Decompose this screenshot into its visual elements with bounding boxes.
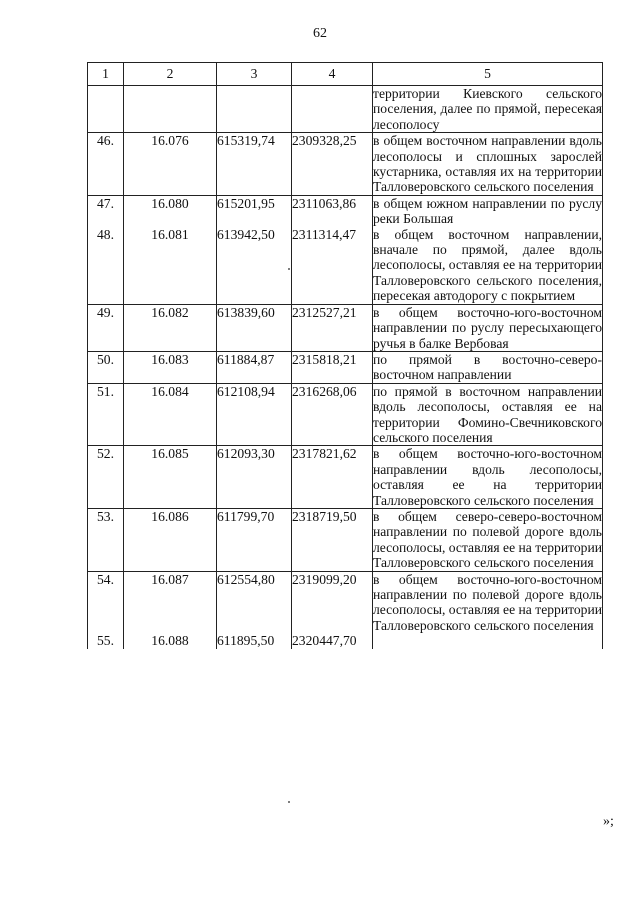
boundary-description: в общем восточном направлении, вначале по прямой, далее вдоль лесополосы, оставляя ее на территории Талловеровского сельского поселения, пересекая автодорогу с покрытием (373, 226, 602, 304)
coord-x: 613839,60 (217, 304, 292, 351)
boundary-description: территории Киевского сельского поселения, далее по прямой, пересекая лесополосу (373, 86, 602, 132)
row-number: 46. (88, 133, 124, 196)
point-id: 16.076 (124, 133, 217, 196)
boundary-description: по прямой в восточно-северо-восточном направлении (373, 351, 602, 383)
coord-x: 612554,80 (217, 571, 292, 633)
row-number: 48. (88, 227, 124, 305)
table-header-row (88, 63, 603, 86)
point-id: 16.082 (124, 304, 217, 351)
closing-quote-mark: »; (603, 814, 614, 829)
header-col-4: 4 (292, 63, 373, 86)
point-id: 16.083 (124, 351, 217, 383)
coord-y: 2318719,50 (292, 508, 373, 571)
coord-x: 611884,87 (217, 351, 292, 383)
boundary-description (373, 633, 603, 648)
header-col-3: 3 (217, 63, 292, 86)
row-number: 53. (88, 508, 124, 571)
point-id: 16.085 (124, 446, 217, 509)
coord-x: 612093,30 (217, 446, 292, 509)
boundary-points-table (87, 62, 603, 649)
table-row (88, 633, 603, 648)
coord-y (292, 86, 373, 133)
row-number: 51. (88, 383, 124, 446)
boundary-description: в общем восточно-юго-восточном направлении вдоль лесополосы, оставляя ее на территории Талловеровского сельского поселения (373, 446, 602, 508)
coord-y: 2317821,62 (292, 446, 373, 509)
table-row (88, 195, 603, 226)
boundary-description: в общем северо-северо-восточном направлении по полевой дороге вдоль лесополосы, оставляя ее на территории Талловеровского сельского поселения (373, 508, 602, 571)
row-number: 52. (88, 446, 124, 509)
table-row (88, 351, 603, 383)
point-id (124, 86, 217, 133)
point-id: 16.081 (124, 227, 217, 305)
page-number: 62 (313, 26, 327, 41)
row-number: 54. (88, 571, 124, 633)
coord-y: 2320447,70 (292, 633, 373, 648)
point-id: 16.086 (124, 508, 217, 571)
row-number: 50. (88, 351, 124, 383)
point-id: 16.084 (124, 383, 217, 446)
header-col-2: 2 (124, 63, 217, 86)
coord-x: 615319,74 (217, 133, 292, 196)
table-row (88, 133, 603, 196)
coord-y: 2311314,47 (292, 227, 373, 305)
boundary-description: в общем восточно-юго-восточном направлении по руслу пересыхающего ручья в балке Вербовая (373, 304, 602, 351)
row-number: 49. (88, 304, 124, 351)
boundary-description: по прямой в восточном направлении вдоль лесополосы, оставляя ее на территории Фомино-Свечниковского сельского поселения (373, 383, 602, 445)
coord-x: 611895,50 (217, 633, 292, 648)
coord-y: 2309328,25 (292, 133, 373, 196)
point-id: 16.088 (124, 633, 217, 648)
table-row (88, 508, 603, 571)
coord-x: 611799,70 (217, 508, 292, 571)
coord-y: 2315818,21 (292, 351, 373, 383)
scan-speck (288, 801, 290, 803)
coord-x (217, 86, 292, 133)
table-row (88, 383, 603, 446)
table-row (88, 571, 603, 633)
coord-y: 2312527,21 (292, 304, 373, 351)
coord-y: 2311063,86 (292, 195, 373, 226)
row-number (88, 86, 124, 133)
boundary-description: в общем восточном направлении вдоль лесополосы и сплошных зарослей кустарника, оставляя их на территории Талловеровского сельского поселения (373, 133, 602, 195)
coord-y: 2316268,06 (292, 383, 373, 446)
row-number: 55. (88, 633, 124, 648)
header-col-1: 1 (88, 63, 124, 86)
scan-speck (288, 268, 290, 270)
coord-x: 615201,95 (217, 195, 292, 226)
coord-y: 2319099,20 (292, 571, 373, 633)
boundary-description: в общем южном направлении по руслу реки Большая (373, 195, 602, 227)
table-row (88, 304, 603, 351)
header-col-5: 5 (373, 63, 603, 86)
coord-x: 613942,50 (217, 227, 292, 305)
point-id: 16.080 (124, 195, 217, 226)
table-row (88, 86, 603, 133)
point-id: 16.087 (124, 571, 217, 633)
coord-x: 612108,94 (217, 383, 292, 446)
table-row (88, 446, 603, 509)
row-number: 47. (88, 195, 124, 226)
table-row (88, 227, 603, 305)
boundary-description: в общем восточно-юго-восточном направлении по полевой дороге вдоль лесополосы, оставляя ее на территории Талловеровского сельского поселения (373, 571, 602, 633)
